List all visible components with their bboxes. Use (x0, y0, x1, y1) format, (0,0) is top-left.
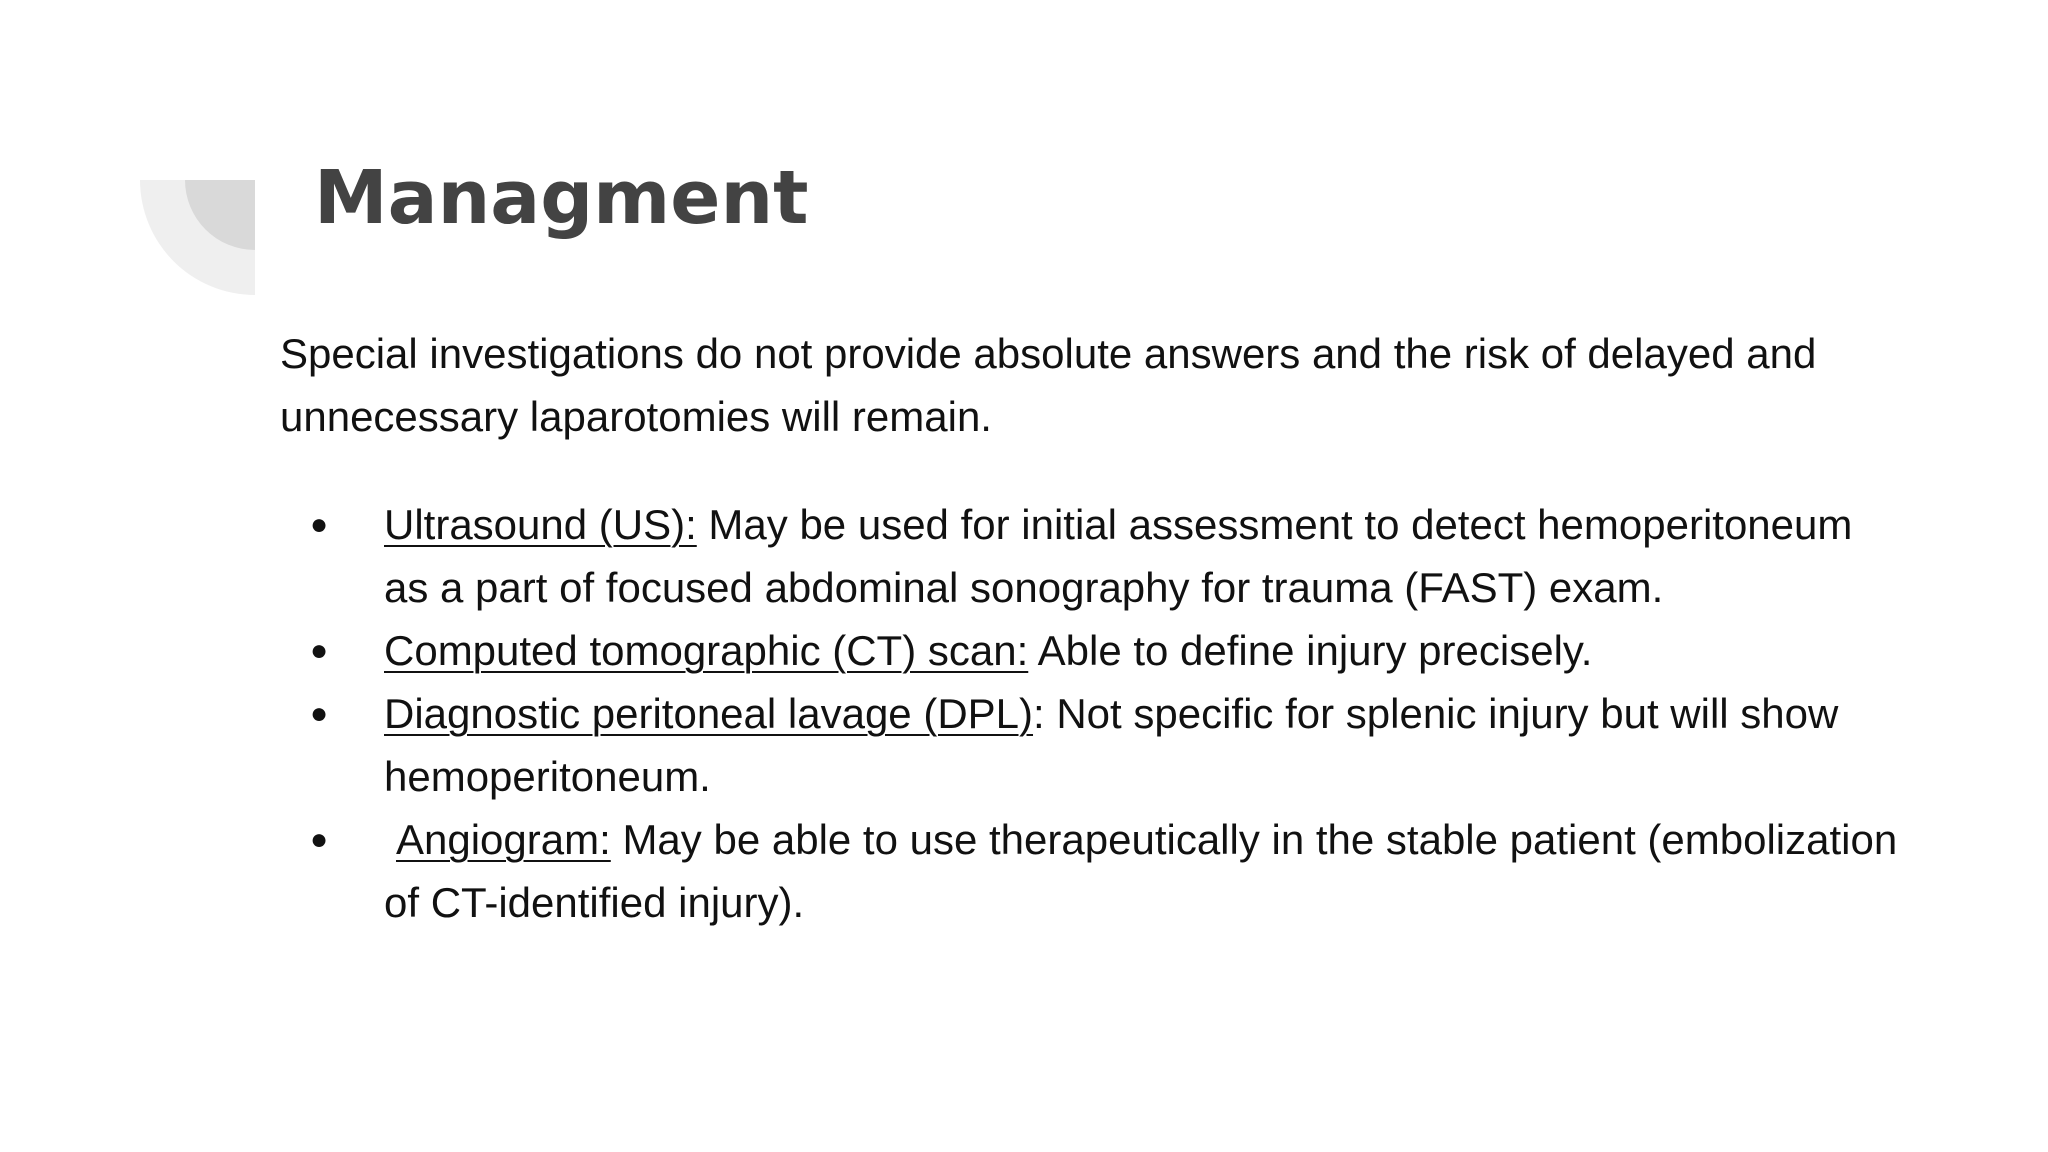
page-title: Managment (314, 155, 809, 241)
intro-paragraph: Special investigations do not provide absolute answers and the risk of delayed and unnecessary laparotomies will remain. (280, 330, 1817, 440)
bullet-text: May be able to use therapeutically in the stable patient (embolization of CT-identified injury). (384, 816, 1898, 926)
list-item (280, 682, 1900, 808)
slide-body (280, 322, 1900, 934)
bullet-text: : Not specific for splenic injury but will show hemoperitoneum. (384, 690, 1839, 800)
bullet-term: Angiogram: (396, 816, 611, 863)
bullet-icon: ● (310, 823, 329, 856)
list-item (280, 619, 1900, 682)
bullet-icon: ● (310, 634, 329, 667)
bullet-icon: ● (310, 508, 329, 541)
bullet-text: May be used for initial assessment to detect hemoperitoneum as a part of focused abdominal sonography for trauma (FAST) exam. (384, 501, 1853, 611)
bullet-icon: ● (310, 697, 329, 730)
list-item (280, 808, 1900, 934)
corner-decoration (140, 180, 255, 295)
bullet-term: Ultrasound (US): (384, 501, 697, 548)
list-item (280, 493, 1900, 619)
bullet-term: Diagnostic peritoneal lavage (DPL) (384, 690, 1034, 737)
bullet-list (280, 493, 1900, 934)
bullet-text: Able to define injury precisely. (1028, 627, 1593, 674)
bullet-term: Computed tomographic (CT) scan: (384, 627, 1029, 674)
